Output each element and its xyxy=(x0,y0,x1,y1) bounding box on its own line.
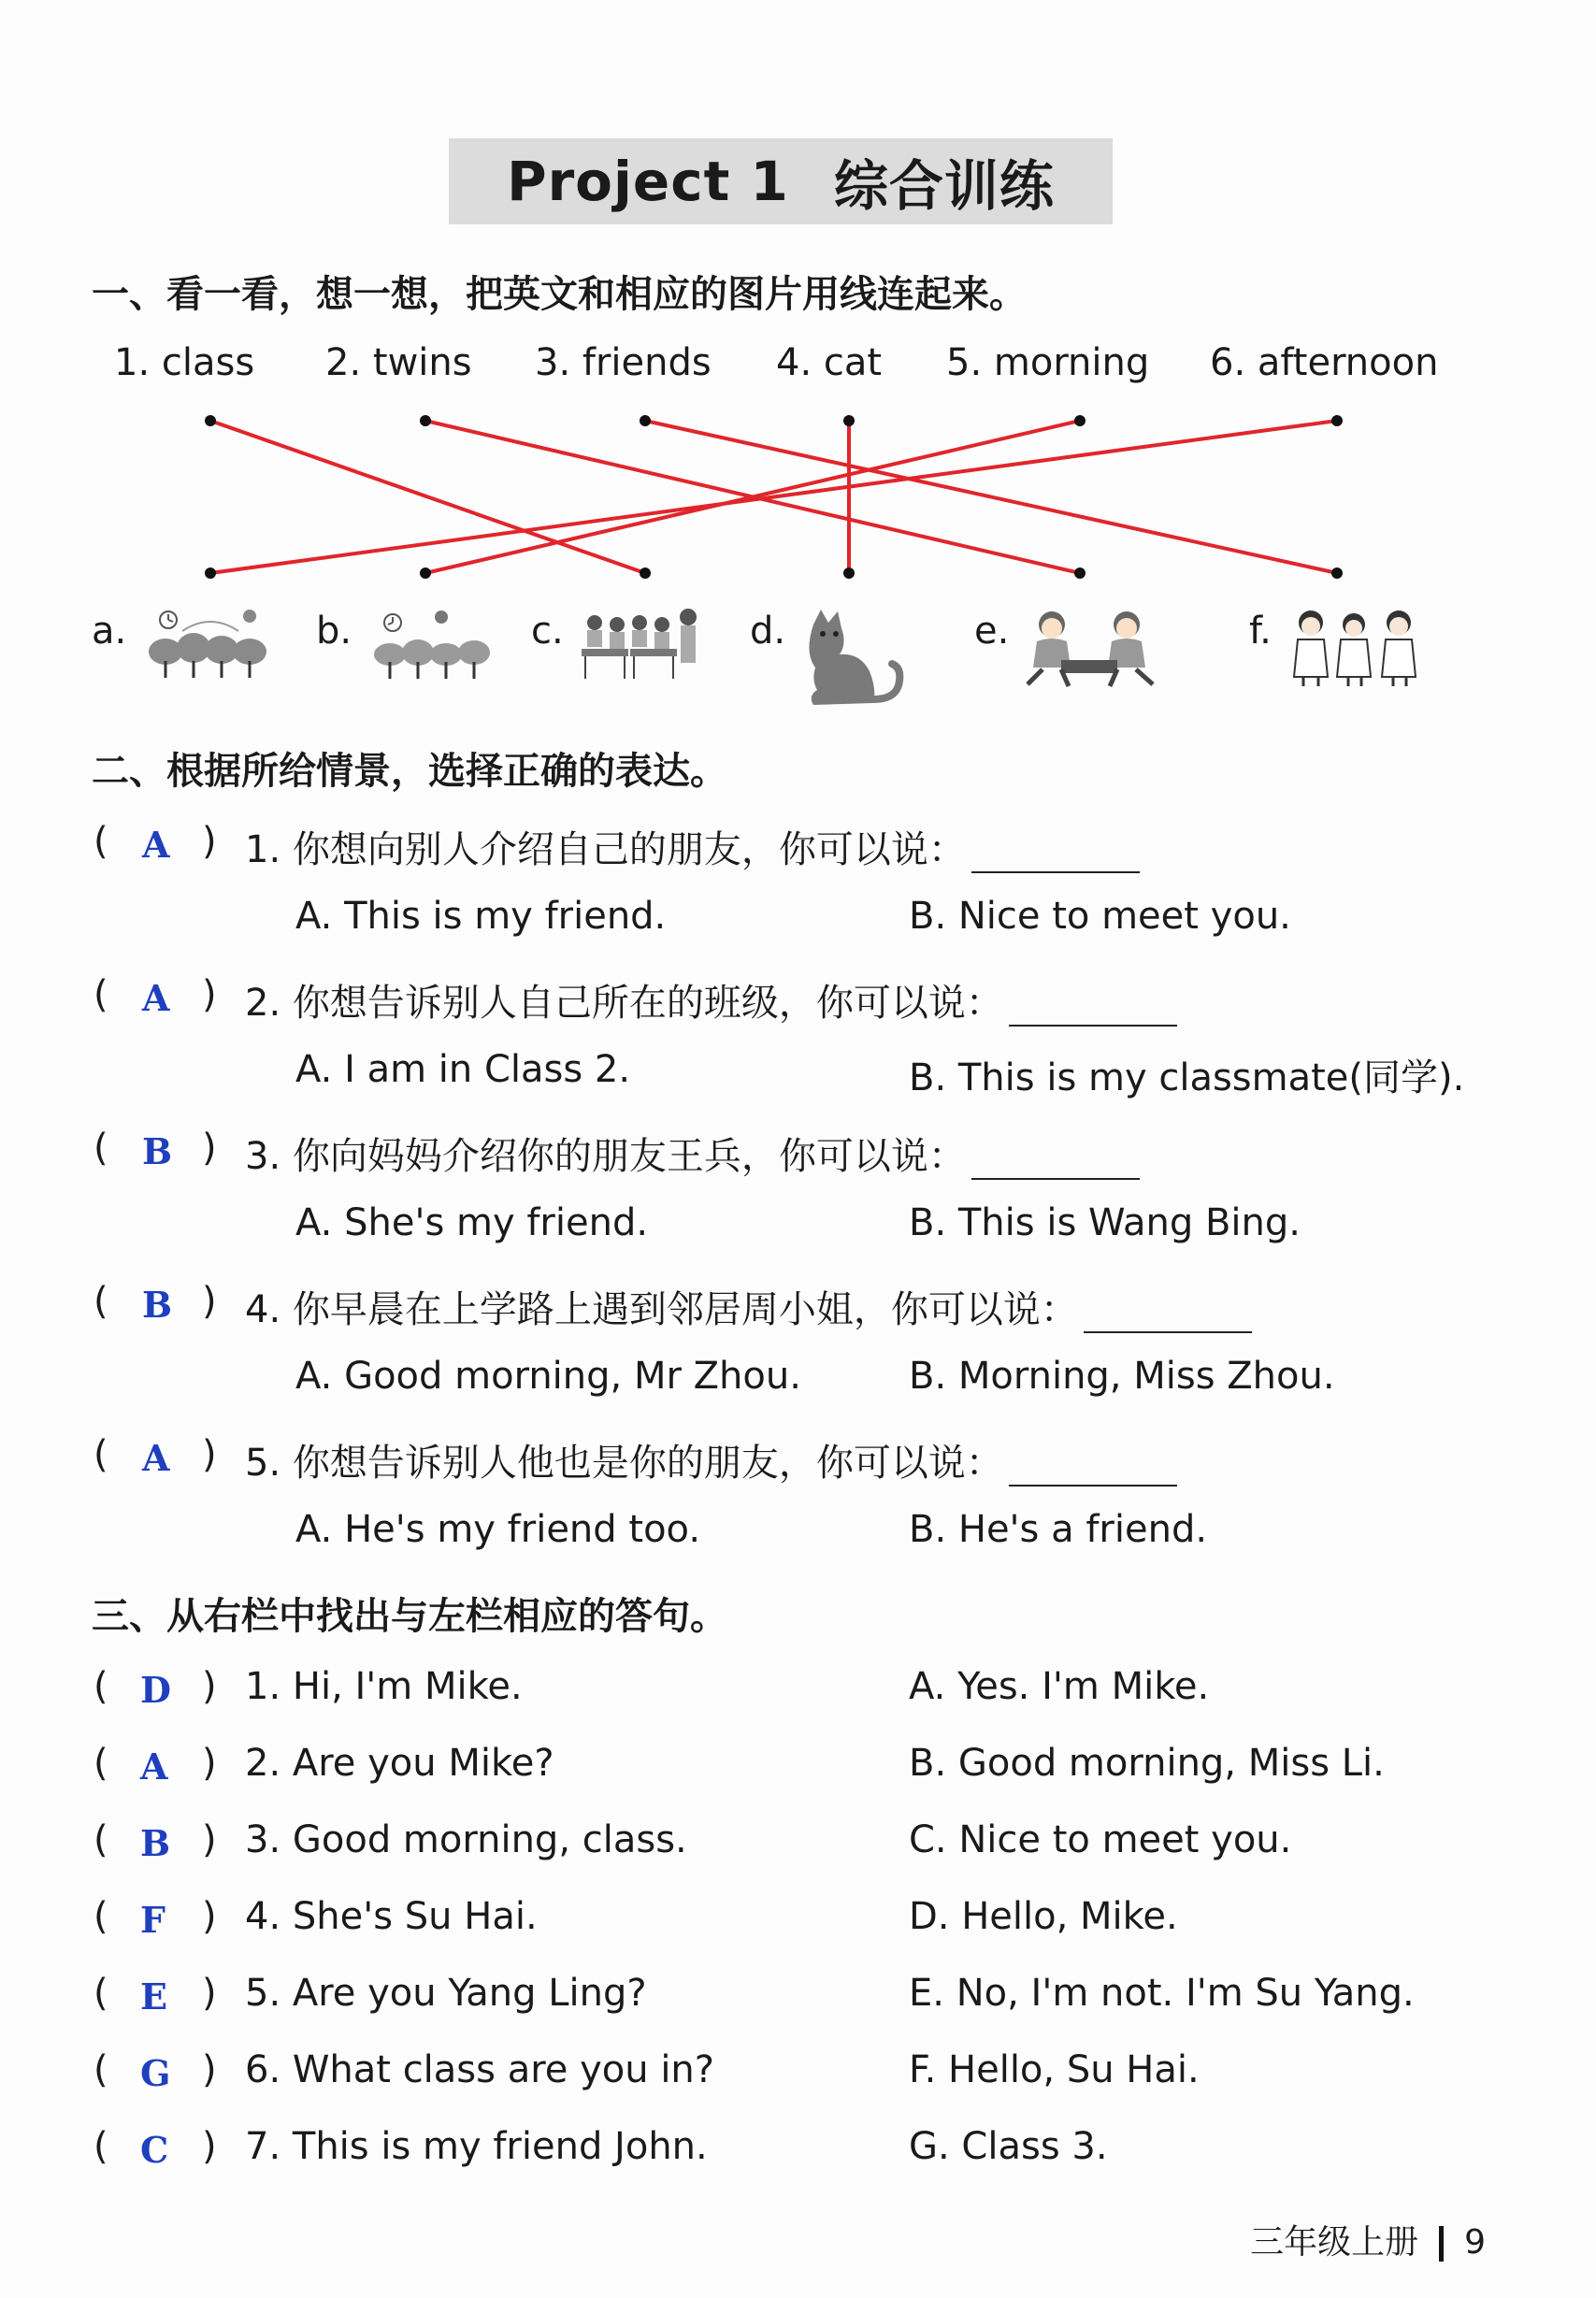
match-line-1-c xyxy=(210,421,645,573)
option-2-5-b: B. He's a friend. xyxy=(909,1508,1208,1551)
page-footer xyxy=(1250,2216,1486,2263)
answer-3-4: F xyxy=(140,1899,165,1941)
answer-2-2: A xyxy=(142,977,170,1019)
right-item-a: A. Yes. I'm Mike. xyxy=(909,1665,1210,1708)
word-1: 1. class xyxy=(114,341,255,384)
option-2-1-b: B. Nice to meet you. xyxy=(909,895,1291,938)
option-2-2-b: B. This is my classmate(同学). xyxy=(909,1056,1465,1099)
question-2-3: 3. 你向妈妈介绍你的朋友王兵，你可以说： xyxy=(245,1127,1140,1180)
answer-3-1: D xyxy=(140,1669,171,1711)
section2-heading: 二、根据所给情景，选择正确的表达。 xyxy=(92,750,727,793)
option-2-1-a: A. This is my friend. xyxy=(295,895,667,938)
option-2-3-a: A. She's my friend. xyxy=(295,1201,649,1244)
twins-icon xyxy=(1024,606,1159,692)
word-3: 3. friends xyxy=(535,341,712,384)
answer-blank xyxy=(1084,1298,1252,1333)
left-item-7: 7. This is my friend John. xyxy=(245,2125,708,2168)
option-2-2-a: A. I am in Class 2. xyxy=(295,1048,631,1091)
answer-3-6: G xyxy=(140,2052,171,2094)
worksheet-page: Project 1 综合训练 一、看一看，想一想，把英文和相应的图片用线连起来。 1. class 2. twins 3. friends 4. cat 5. morning 6. afternoon a. b. c. d. e. f. 二、根据所给情景，选择正确的表达。 ( A ) 1. 你想向别人介绍自己的朋友，你可以说： A. This is my friend. B. Nice to meet you. ( A ) 2. 你想告诉别人自己所在的班级，你可以说： A. I am in Class 2. B. This is my classmate(同学). ( B ) 3. 你向妈妈介绍你的朋友王兵，你可以说： A. She's my friend. B. This is Wang Bing. ( B ) 4. 你早晨在上学路上遇到邻居周小姐，你可以说： A. Good morning, Mr Zhou. B. Morning, Miss Zhou. ( A ) 5. 你想告诉别人他也是你的朋友，你可以说： A. He's my friend too. B. He's a friend. 三、从右栏中找出与左栏相应的答句。 ( D ) 1. Hi, I'm Mike. A. Yes. I'm Mike. ( A ) 2. Are you Mike? B. Good morning, Miss Li. ( B ) 3. Good morning, class. C. Nice to meet you. ( F ) 4. She's Su Hai. D. Hello, Mike. ( E ) 5. Are you Yang Ling? E. No, I'm not. I'm Su Yang. ( G ) 6. What class are you in? F. Hello, Su Hai. ( C ) 7. This is my friend John. G. Class 3. 三年级上册 9 xyxy=(0,0,1596,2298)
answer-3-2: A xyxy=(140,1745,168,1788)
right-item-e: E. No, I'm not. I'm Su Yang. xyxy=(909,1972,1415,2015)
title-zh: 综合训练 xyxy=(833,154,1055,218)
word-5: 5. morning xyxy=(946,341,1150,384)
right-item-b: B. Good morning, Miss Li. xyxy=(909,1742,1385,1785)
answer-blank xyxy=(971,838,1140,873)
pic-label-a: a. xyxy=(92,610,127,653)
right-item-g: G. Class 3. xyxy=(909,2125,1108,2168)
right-item-d: D. Hello, Mike. xyxy=(909,1895,1178,1938)
section1-heading: 一、看一看，想一想，把英文和相应的图片用线连起来。 xyxy=(92,273,1027,316)
question-2-1: 1. 你想向别人介绍自己的朋友，你可以说： xyxy=(245,820,1140,873)
cat-icon xyxy=(795,606,916,713)
question-2-2: 2. 你想告诉别人自己所在的班级，你可以说： xyxy=(245,973,1177,1027)
option-2-4-a: A. Good morning, Mr Zhou. xyxy=(295,1355,801,1398)
morning-park-icon xyxy=(367,606,493,682)
option-2-4-b: B. Morning, Miss Zhou. xyxy=(909,1355,1335,1398)
grade-label: 三年级上册 xyxy=(1250,2223,1419,2262)
left-item-3: 3. Good morning, class. xyxy=(245,1818,687,1861)
answer-3-5: E xyxy=(140,1975,167,2018)
friends-icon xyxy=(1290,606,1421,688)
pic-label-f: f. xyxy=(1249,610,1272,653)
word-2: 2. twins xyxy=(325,341,472,384)
classroom-icon xyxy=(578,606,704,682)
word-4: 4. cat xyxy=(776,341,883,384)
answer-blank xyxy=(971,1144,1140,1180)
answer-2-5: A xyxy=(142,1437,170,1479)
afternoon-park-icon xyxy=(145,603,271,682)
title-en: Project 1 xyxy=(507,150,789,213)
right-item-c: C. Nice to meet you. xyxy=(909,1818,1292,1861)
answer-blank xyxy=(1009,1451,1177,1487)
left-item-4: 4. She's Su Hai. xyxy=(245,1895,538,1938)
page-number: 9 xyxy=(1464,2223,1486,2262)
pic-label-d: d. xyxy=(750,610,786,653)
pic-label-c: c. xyxy=(531,610,564,653)
option-2-5-a: A. He's my friend too. xyxy=(295,1508,701,1551)
section3-heading: 三、从右栏中找出与左栏相应的答句。 xyxy=(92,1595,727,1638)
left-item-1: 1. Hi, I'm Mike. xyxy=(245,1665,523,1708)
answer-3-7: C xyxy=(140,2129,169,2171)
footer-divider xyxy=(1439,2226,1444,2262)
word-6: 6. afternoon xyxy=(1210,341,1439,384)
left-item-2: 2. Are you Mike? xyxy=(245,1742,554,1785)
pic-label-e: e. xyxy=(974,610,1010,653)
answer-2-4: B xyxy=(142,1284,173,1326)
question-2-5: 5. 你想告诉别人他也是你的朋友，你可以说： xyxy=(245,1433,1177,1487)
answer-3-3: B xyxy=(140,1822,171,1864)
match-line-6-a xyxy=(210,421,1337,573)
option-2-3-b: B. This is Wang Bing. xyxy=(909,1201,1301,1244)
question-2-4: 4. 你早晨在上学路上遇到邻居周小姐，你可以说： xyxy=(245,1280,1252,1333)
matching-lines xyxy=(0,0,1596,654)
right-item-f: F. Hello, Su Hai. xyxy=(909,2048,1200,2091)
left-item-6: 6. What class are you in? xyxy=(245,2048,715,2091)
left-item-5: 5. Are you Yang Ling? xyxy=(245,1972,647,2015)
answer-blank xyxy=(1009,991,1177,1027)
pic-label-b: b. xyxy=(316,610,352,653)
answer-2-3: B xyxy=(142,1130,173,1172)
answer-2-1: A xyxy=(142,824,170,866)
